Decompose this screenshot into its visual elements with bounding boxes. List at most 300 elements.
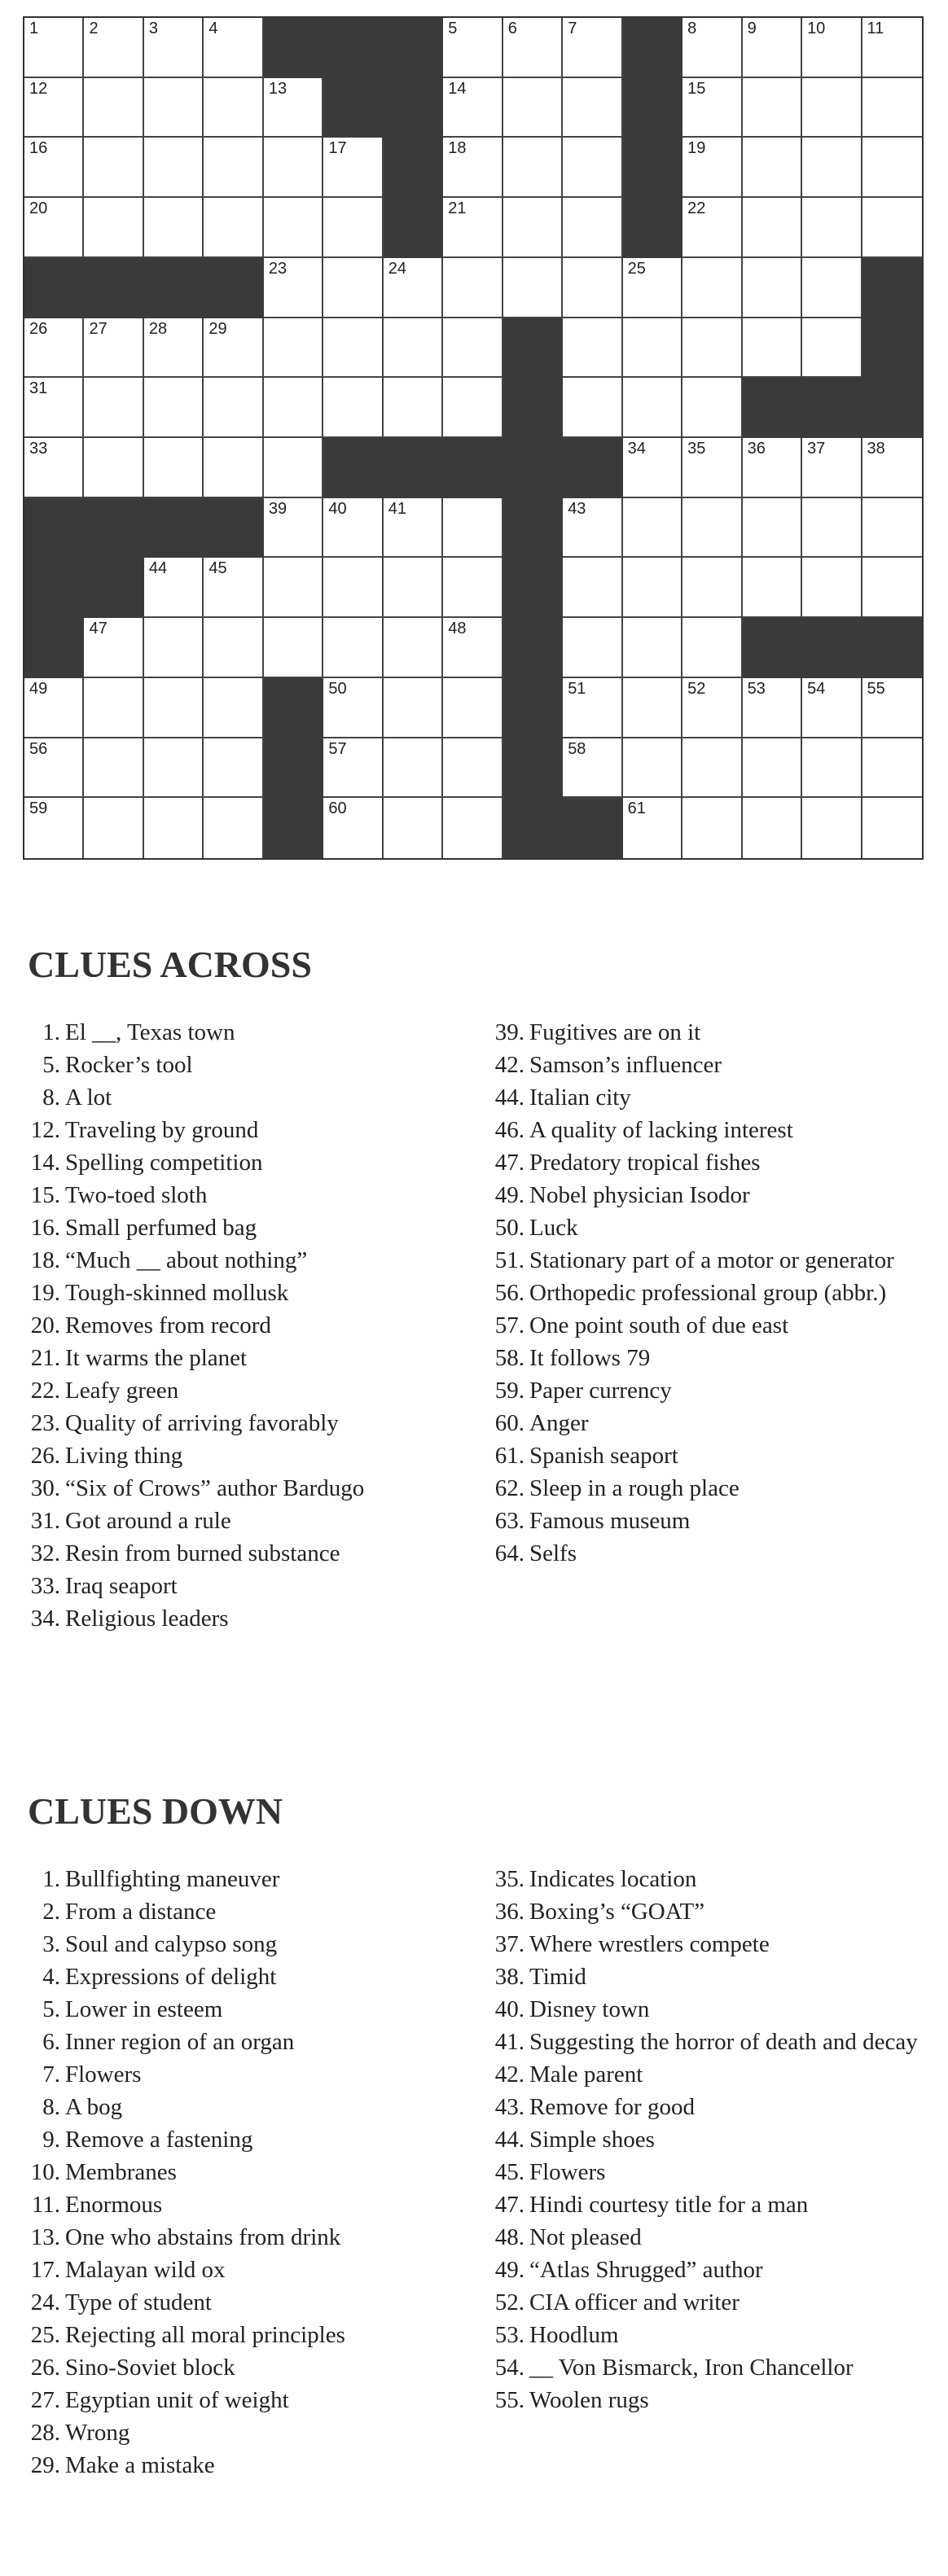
black-square (623, 198, 682, 258)
clue-item-text: Resin from burned substance (65, 1540, 340, 1566)
grid-cell[interactable] (802, 438, 862, 498)
clue-item-text: __ Von Bismarck, Iron Chancellor (529, 2355, 854, 2381)
grid-cell[interactable] (682, 18, 742, 78)
grid-cell[interactable] (84, 798, 143, 858)
clue-item (492, 1960, 936, 1993)
grid-cell[interactable] (743, 558, 802, 618)
black-square (323, 78, 383, 138)
grid-cell[interactable] (144, 558, 204, 618)
clue-item-text: Two-toed sloth (65, 1182, 208, 1208)
clue-item (492, 1439, 936, 1472)
clue-item-number: 38. (494, 1964, 524, 1990)
clue-number: 50 (328, 679, 347, 698)
grid-cell[interactable] (802, 738, 862, 799)
clue-item (28, 1472, 467, 1505)
grid-cell[interactable] (443, 738, 503, 799)
grid-cell[interactable] (204, 18, 263, 78)
grid-cell[interactable] (144, 18, 204, 78)
grid-cell[interactable] (204, 138, 263, 198)
grid-cell[interactable] (443, 678, 503, 738)
grid-cell[interactable] (682, 618, 742, 678)
grid-cell[interactable] (682, 318, 742, 379)
clue-number: 58 (568, 739, 586, 758)
clue-item-number: 59. (494, 1378, 524, 1404)
grid-cell[interactable] (443, 558, 503, 618)
clue-item (28, 1439, 467, 1472)
clue-item-text: A lot (65, 1084, 112, 1111)
clue-item (492, 1407, 936, 1439)
clue-item (492, 1309, 936, 1342)
clue-item-number: 19. (30, 1280, 60, 1306)
grid-cell[interactable] (323, 618, 383, 678)
clue-item-number: 5. (42, 1996, 60, 2022)
clue-item (28, 1895, 467, 1928)
grid-cell[interactable] (623, 738, 682, 799)
grid-cell[interactable] (443, 78, 503, 138)
clue-item-text: Nobel physician Isodor (529, 1182, 750, 1208)
grid-cell[interactable] (24, 378, 84, 438)
clue-item (492, 1114, 936, 1146)
grid-cell[interactable] (862, 798, 922, 858)
grid-cell[interactable] (682, 558, 742, 618)
grid-cell[interactable] (743, 198, 802, 258)
grid-cell[interactable] (24, 318, 84, 379)
grid-cell[interactable] (682, 438, 742, 498)
grid-cell[interactable] (802, 318, 862, 379)
grid-cell[interactable] (682, 78, 742, 138)
grid-cell[interactable] (204, 618, 263, 678)
black-square (563, 798, 622, 858)
grid-cell[interactable] (204, 318, 263, 379)
black-square (623, 138, 682, 198)
black-square (563, 438, 622, 498)
grid-cell[interactable] (563, 498, 622, 559)
grid-cell[interactable] (563, 378, 622, 438)
grid-cell[interactable] (563, 258, 622, 318)
clue-item-number: 14. (30, 1150, 60, 1176)
clue-item-text: Bullfighting maneuver (65, 1866, 280, 1892)
grid-cell[interactable] (144, 738, 204, 799)
black-square (503, 738, 563, 799)
clue-item (492, 2091, 936, 2123)
grid-cell[interactable] (144, 78, 204, 138)
grid-cell[interactable] (563, 558, 622, 618)
grid-cell[interactable] (84, 198, 143, 258)
clue-item-number: 21. (30, 1345, 60, 1371)
grid-cell[interactable] (862, 678, 922, 738)
clue-number: 33 (29, 440, 48, 458)
clue-item (28, 1863, 467, 1895)
grid-cell[interactable] (84, 618, 143, 678)
clue-item (492, 1472, 936, 1505)
grid-cell[interactable] (323, 138, 383, 198)
clue-item-number: 3. (42, 1931, 60, 1957)
grid-cell[interactable] (802, 198, 862, 258)
grid-cell[interactable] (24, 798, 84, 858)
clue-item-number: 34. (30, 1606, 60, 1632)
clue-number: 23 (268, 259, 287, 278)
clue-item (492, 2319, 936, 2351)
clue-item-text: Iraq seaport (65, 1573, 178, 1599)
grid-cell[interactable] (384, 378, 443, 438)
clue-number: 51 (568, 679, 586, 698)
clue-item-text: A bog (65, 2094, 123, 2120)
grid-cell[interactable] (84, 678, 143, 738)
grid-cell[interactable] (563, 678, 622, 738)
clue-item-number: 20. (30, 1312, 60, 1338)
clue-item-text: Sleep in a rough place (529, 1475, 740, 1501)
grid-cell[interactable] (323, 558, 383, 618)
grid-cell[interactable] (264, 618, 323, 678)
grid-cell[interactable] (384, 558, 443, 618)
clue-item-number: 52. (494, 2289, 524, 2315)
grid-cell[interactable] (264, 378, 323, 438)
clue-number: 2 (89, 20, 99, 37)
clue-item (492, 2058, 936, 2091)
grid-cell[interactable] (623, 618, 682, 678)
grid-cell[interactable] (384, 678, 443, 738)
clue-item-text: Paper currency (529, 1378, 672, 1404)
clue-number: 38 (867, 440, 885, 458)
grid-cell[interactable] (682, 258, 742, 318)
grid-cell[interactable] (144, 678, 204, 738)
grid-cell[interactable] (623, 258, 682, 318)
grid-cell[interactable] (862, 18, 922, 78)
clue-item-number: 58. (494, 1345, 524, 1371)
black-square (264, 738, 323, 799)
clue-item-text: Remove for good (529, 2094, 695, 2120)
grid-cell[interactable] (682, 738, 742, 799)
grid-cell[interactable] (264, 438, 323, 498)
clue-item-text: It warms the planet (65, 1345, 248, 1371)
grid-cell[interactable] (323, 198, 383, 258)
clue-item (492, 1016, 936, 1049)
grid-cell[interactable] (443, 318, 503, 379)
grid-cell[interactable] (802, 798, 862, 858)
clue-item (492, 1081, 936, 1114)
clue-number: 9 (747, 20, 757, 37)
clue-item (492, 2384, 936, 2416)
clue-item (492, 2156, 936, 2188)
grid-cell[interactable] (682, 198, 742, 258)
clue-number: 24 (388, 259, 407, 278)
grid-cell[interactable] (384, 738, 443, 799)
clue-item-number: 6. (42, 2029, 60, 2055)
clue-item (28, 1277, 467, 1309)
clue-number: 59 (29, 800, 48, 818)
clue-item-text: Membranes (65, 2159, 177, 2185)
clue-number: 48 (448, 620, 467, 638)
grid-cell[interactable] (144, 138, 204, 198)
grid-cell[interactable] (443, 18, 503, 78)
grid-cell[interactable] (264, 498, 323, 559)
clue-item-number: 36. (494, 1899, 524, 1925)
grid-cell[interactable] (563, 18, 622, 78)
clue-number: 57 (328, 739, 347, 758)
clue-item (492, 2286, 936, 2319)
black-square (264, 18, 323, 78)
grid-cell[interactable] (682, 138, 742, 198)
clue-item-text: “Atlas Shrugged” author (529, 2257, 763, 2283)
clue-item (28, 1114, 467, 1146)
grid-cell[interactable] (24, 198, 84, 258)
grid-cell[interactable] (384, 318, 443, 379)
grid-cell[interactable] (623, 558, 682, 618)
clue-number: 37 (807, 440, 826, 458)
black-square (384, 78, 443, 138)
clue-item-number: 49. (494, 1182, 524, 1208)
clue-number: 36 (747, 440, 766, 458)
grid-cell[interactable] (384, 798, 443, 858)
clue-item-number: 25. (30, 2322, 60, 2348)
clue-item-number: 48. (494, 2224, 524, 2250)
clue-item-number: 29. (30, 2452, 60, 2478)
grid-cell[interactable] (384, 618, 443, 678)
clue-item-number: 27. (30, 2387, 60, 2413)
grid-cell[interactable] (563, 618, 622, 678)
clue-item-text: Leafy green (65, 1378, 179, 1404)
clue-item-text: Spelling competition (65, 1150, 263, 1176)
grid-cell[interactable] (144, 798, 204, 858)
clue-item (28, 2449, 467, 2482)
grid-cell[interactable] (24, 678, 84, 738)
grid-cell[interactable] (862, 138, 922, 198)
grid-cell[interactable] (443, 138, 503, 198)
clue-item-text: Hoodlum (529, 2322, 619, 2348)
grid-cell[interactable] (264, 558, 323, 618)
clue-number: 6 (507, 20, 517, 37)
clue-item-number: 2. (42, 1899, 60, 1925)
grid-cell[interactable] (24, 138, 84, 198)
grid-cell[interactable] (24, 78, 84, 138)
grid-cell[interactable] (204, 378, 263, 438)
grid-cell[interactable] (743, 318, 802, 379)
clue-number: 28 (148, 319, 168, 338)
grid-cell[interactable] (144, 318, 204, 379)
clue-item-number: 26. (30, 2355, 60, 2381)
grid-cell[interactable] (264, 318, 323, 379)
clue-item-number: 42. (494, 1052, 524, 1078)
black-square (384, 138, 443, 198)
clue-number: 19 (687, 139, 706, 158)
grid-cell[interactable] (503, 78, 563, 138)
clue-item-text: Italian city (529, 1084, 631, 1111)
clue-item-text: El __, Texas town (65, 1019, 235, 1045)
grid-cell[interactable] (563, 738, 622, 799)
grid-cell[interactable] (682, 798, 742, 858)
grid-cell[interactable] (323, 798, 383, 858)
grid-cell[interactable] (323, 258, 383, 318)
grid-cell[interactable] (743, 498, 802, 559)
across-clues-left (28, 1016, 467, 1635)
down-clues-left (28, 1863, 467, 2482)
grid-cell[interactable] (384, 498, 443, 559)
grid-cell[interactable] (862, 738, 922, 799)
grid-cell[interactable] (323, 498, 383, 559)
grid-cell[interactable] (623, 498, 682, 559)
grid-cell[interactable] (264, 198, 323, 258)
grid-cell[interactable] (84, 438, 143, 498)
grid-cell[interactable] (802, 258, 862, 318)
grid-cell[interactable] (503, 258, 563, 318)
clue-item-text: Anger (529, 1410, 589, 1436)
clue-item (28, 2026, 467, 2058)
grid-cell[interactable] (384, 258, 443, 318)
grid-cell[interactable] (84, 78, 143, 138)
clue-item (492, 1342, 936, 1374)
grid-cell[interactable] (204, 78, 263, 138)
grid-cell[interactable] (802, 78, 862, 138)
clue-item-number: 56. (494, 1280, 524, 1306)
grid-cell[interactable] (743, 438, 802, 498)
grid-cell[interactable] (84, 318, 143, 379)
grid-cell[interactable] (204, 198, 263, 258)
clue-number: 29 (208, 319, 227, 338)
grid-cell[interactable] (144, 618, 204, 678)
grid-cell[interactable] (623, 378, 682, 438)
grid-cell[interactable] (84, 378, 143, 438)
clue-item-number: 1. (42, 1866, 60, 1892)
clue-item-number: 49. (494, 2257, 524, 2283)
clue-item-number: 8. (42, 2094, 60, 2120)
grid-cell[interactable] (623, 798, 682, 858)
black-square (743, 378, 802, 438)
grid-cell[interactable] (323, 738, 383, 799)
grid-cell[interactable] (743, 738, 802, 799)
grid-cell[interactable] (563, 198, 622, 258)
clue-item-text: Orthopedic professional group (abbr.) (529, 1280, 887, 1306)
grid-cell[interactable] (862, 558, 922, 618)
grid-cell[interactable] (743, 678, 802, 738)
clue-number: 34 (627, 440, 646, 458)
clue-number: 8 (687, 20, 697, 37)
grid-cell[interactable] (503, 18, 563, 78)
grid-cell[interactable] (743, 18, 802, 78)
grid-cell[interactable] (503, 138, 563, 198)
clue-item-number: 22. (30, 1378, 60, 1404)
grid-cell[interactable] (84, 138, 143, 198)
grid-cell[interactable] (204, 678, 263, 738)
clue-item-text: Famous museum (529, 1508, 691, 1534)
clue-number: 11 (867, 20, 884, 37)
grid-cell[interactable] (743, 78, 802, 138)
grid-cell[interactable] (862, 498, 922, 559)
black-square (503, 678, 563, 738)
grid-cell[interactable] (204, 438, 263, 498)
grid-cell[interactable] (623, 318, 682, 379)
clue-item (492, 2026, 936, 2058)
grid-cell[interactable] (862, 78, 922, 138)
clue-item-text: Hindi courtesy title for a man (529, 2192, 809, 2218)
grid-cell[interactable] (264, 78, 323, 138)
grid-cell[interactable] (323, 678, 383, 738)
grid-cell[interactable] (144, 438, 204, 498)
grid-cell[interactable] (24, 738, 84, 799)
clue-item (28, 1537, 467, 1570)
clue-item-number: 37. (494, 1931, 524, 1957)
clue-item-number: 10. (30, 2159, 60, 2185)
clue-item-number: 17. (30, 2257, 60, 2283)
grid-cell[interactable] (682, 498, 742, 559)
grid-cell[interactable] (24, 18, 84, 78)
grid-cell[interactable] (862, 198, 922, 258)
grid-cell[interactable] (623, 438, 682, 498)
clue-item (28, 1960, 467, 1993)
grid-cell[interactable] (24, 438, 84, 498)
grid-cell[interactable] (144, 198, 204, 258)
grid-cell[interactable] (802, 138, 862, 198)
clue-number: 17 (328, 139, 347, 158)
grid-cell[interactable] (264, 258, 323, 318)
grid-cell[interactable] (443, 378, 503, 438)
black-square (623, 78, 682, 138)
grid-cell[interactable] (264, 138, 323, 198)
grid-cell[interactable] (802, 558, 862, 618)
grid-cell[interactable] (743, 258, 802, 318)
grid-cell[interactable] (563, 318, 622, 379)
grid-cell[interactable] (443, 798, 503, 858)
grid-cell[interactable] (802, 678, 862, 738)
clue-item-text: Sino-Soviet block (65, 2355, 235, 2381)
black-square (24, 258, 84, 318)
grid-cell[interactable] (204, 738, 263, 799)
grid-cell[interactable] (563, 78, 622, 138)
clue-item-number: 26. (30, 1443, 60, 1469)
across-clues-right (492, 1016, 936, 1570)
grid-cell[interactable] (563, 138, 622, 198)
grid-cell[interactable] (743, 798, 802, 858)
grid-cell[interactable] (682, 378, 742, 438)
grid-cell[interactable] (323, 378, 383, 438)
clue-item-number: 18. (30, 1247, 60, 1273)
black-square (503, 318, 563, 379)
clue-number: 54 (807, 679, 826, 698)
grid-cell[interactable] (503, 198, 563, 258)
clue-item-number: 47. (494, 2192, 524, 2218)
grid-cell[interactable] (443, 258, 503, 318)
clue-number: 49 (29, 679, 48, 698)
grid-cell[interactable] (623, 678, 682, 738)
grid-cell[interactable] (862, 438, 922, 498)
grid-cell[interactable] (84, 18, 143, 78)
clue-item-number: 4. (42, 1964, 60, 1990)
clue-item (28, 2123, 467, 2156)
clue-item (492, 1374, 936, 1407)
grid-cell[interactable] (144, 378, 204, 438)
clue-item-text: Suggesting the horror of death and decay (529, 2029, 918, 2055)
grid-cell[interactable] (443, 618, 503, 678)
clue-item (28, 1081, 467, 1114)
grid-cell[interactable] (443, 498, 503, 559)
clue-item (28, 1179, 467, 1211)
grid-cell[interactable] (204, 798, 263, 858)
grid-cell[interactable] (443, 198, 503, 258)
clue-item-text: CIA officer and writer (529, 2289, 740, 2315)
grid-cell[interactable] (743, 138, 802, 198)
grid-cell[interactable] (802, 498, 862, 559)
grid-cell[interactable] (323, 318, 383, 379)
grid-cell[interactable] (682, 678, 742, 738)
clue-number: 3 (148, 20, 159, 37)
clue-item-text: Flowers (529, 2159, 606, 2185)
clue-item-number: 35. (494, 1866, 524, 1892)
grid-cell[interactable] (802, 18, 862, 78)
clue-item-number: 9. (42, 2127, 60, 2153)
clue-item (28, 2319, 467, 2351)
grid-cell[interactable] (84, 738, 143, 799)
grid-cell[interactable] (204, 558, 263, 618)
clue-item (28, 1374, 467, 1407)
